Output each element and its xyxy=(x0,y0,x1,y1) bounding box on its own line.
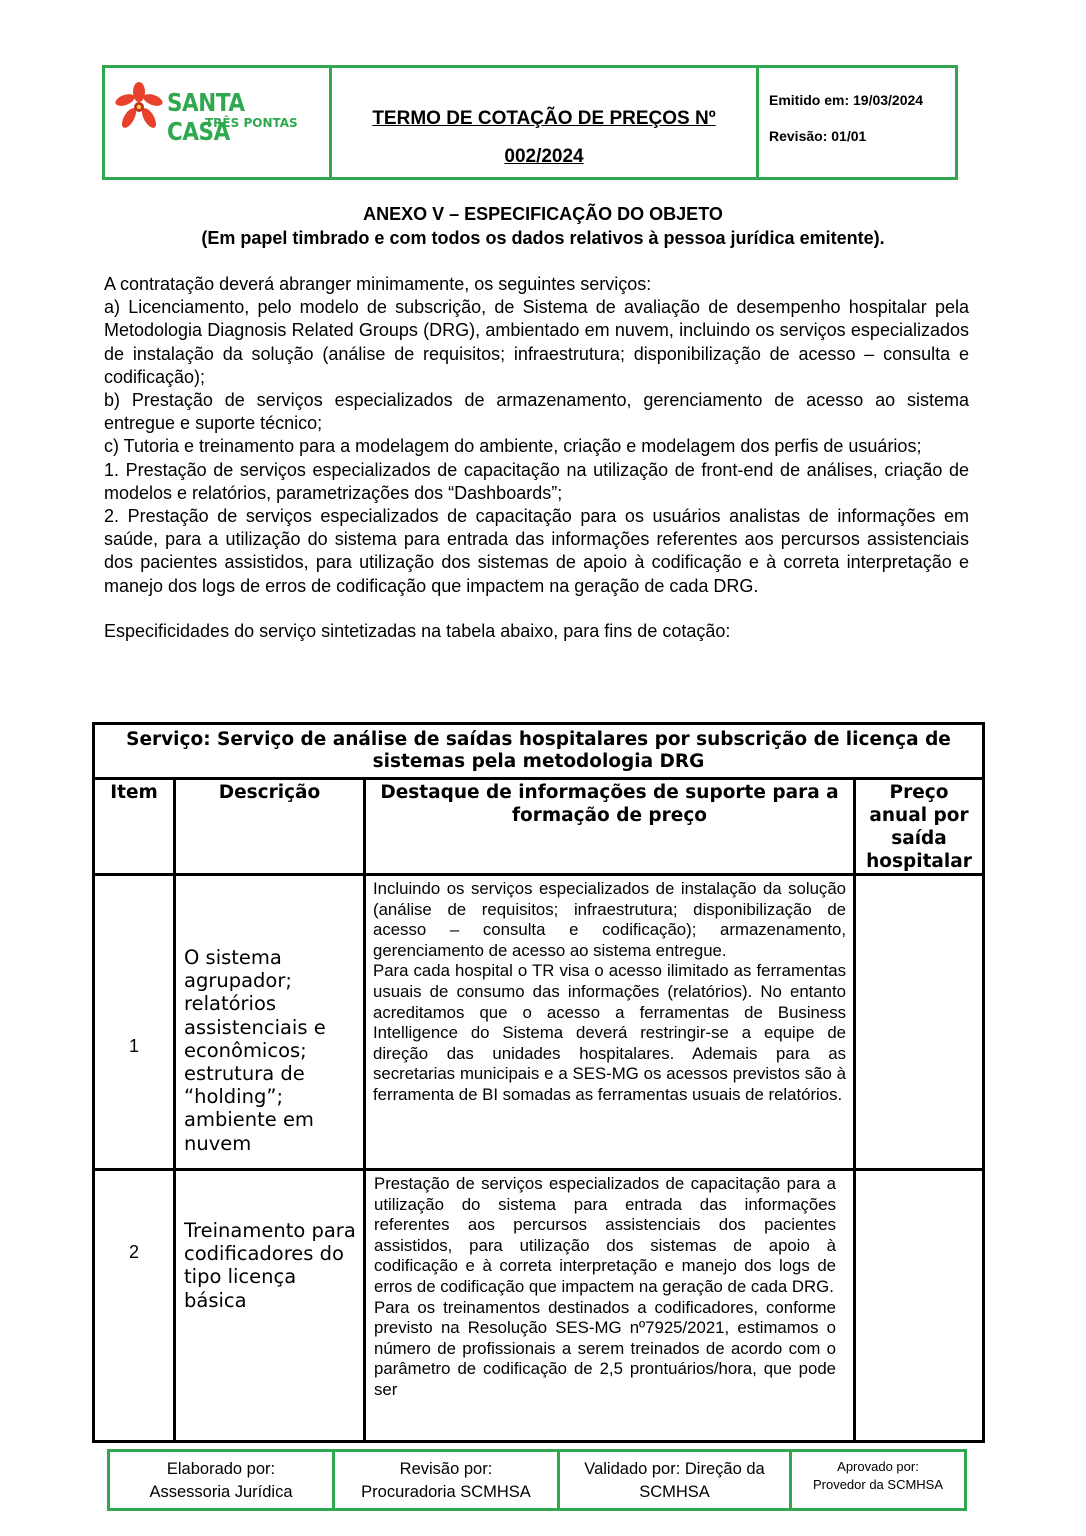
table-rule xyxy=(173,777,176,1440)
document-title xyxy=(332,68,759,177)
column-header-price: Preço anual por saída hospitalar xyxy=(866,782,972,872)
table-rule xyxy=(95,777,982,780)
row-2-description: Treinamento para codificadores do tipo licença básica xyxy=(184,1219,356,1312)
title-line-1: TERMO DE COTAÇÃO DE PREÇOS Nº xyxy=(372,108,716,129)
table-rule xyxy=(853,777,856,1440)
revision-number: Revisão: 01/01 xyxy=(769,128,867,144)
footer-prepared-value: Assessoria Jurídica xyxy=(149,1483,293,1501)
row-1-detail-part-a: Incluindo os serviços especializados de instalação da solução (análise de requisitos; infraestrutura; disponibilização de acesso – consulta e codificação); armazenamento, gerenciamento de acesso ao sistema entregue. xyxy=(373,879,846,960)
document-meta xyxy=(759,68,955,177)
column-header-detail: Destaque de informações de suporte para a formação de preço xyxy=(380,782,839,826)
document-header xyxy=(102,65,958,180)
santa-casa-flower-logo-icon xyxy=(111,82,167,132)
footer-review-by xyxy=(335,1452,560,1508)
paragraph-item-c: c) Tutoria e treinamento para a modelagem do ambiente, criação e modelagem dos perfis de usuários; xyxy=(104,436,922,457)
column-header-description: Descrição xyxy=(218,782,321,803)
footer-validated-value: SCMHSA xyxy=(639,1483,710,1501)
paragraph-intro: A contratação deverá abranger minimamente, os seguintes serviços: xyxy=(104,274,652,294)
column-header-item: Item xyxy=(110,782,158,803)
footer-validated-label: Validado por: Direção da xyxy=(584,1460,765,1478)
row-2-detail xyxy=(374,1174,836,1440)
row-2-detail-part-a: Prestação de serviços especializados de capacitação para a utilização do sistema para entrada das informações referentes aos percursos assistenciais dos pacientes assistidos, para utilização dos sistemas de apoio à codificação e à correta interpretação e manejo dos logs de erros de codificação que impactem na geração de cada DRG. xyxy=(374,1174,836,1296)
paragraph-item-2: 2. Prestação de serviços especializados de capacitação para os usuários analistas de informações em saúde, para a utilização do sistema para entrada das informações referentes aos percursos assistenciais dos pacientes assistidos, para utilização dos sistemas de apoio à codificação e à correta interpretação e manejo dos logs de erros de codificação que impactem na geração de cada DRG. xyxy=(104,506,969,596)
paragraph-table-intro: Especificidades do serviço sintetizadas na tabela abaixo, para fins de cotação: xyxy=(104,620,731,641)
row-1-detail-part-b: Para cada hospital o TR visa o acesso ilimitado as ferramentas usuais de consumo das informações (relatórios). No entanto acreditamos que o acesso a ferramentas de Business Intelligence do Sistema deverá restringir-se a equipe de direção das unidades hospitalares. Ademais para as secretarias municipais e a SES-MG os acessos previstos são à ferramenta de BI somadas as ferramentas usuais de relatórios. xyxy=(373,961,846,1104)
table-rule xyxy=(95,1168,982,1171)
row-1-description: O sistema agrupador; relatórios assistenciais e econômicos; estrutura de “holding”; ambiente em nuvem xyxy=(184,946,326,1155)
service-title: Serviço: Serviço de análise de saídas hospitalares por subscrição de licença de sistemas pela metodologia DRG xyxy=(126,729,951,772)
specification-table xyxy=(92,722,985,1443)
footer-prepared-by xyxy=(110,1452,335,1508)
paragraph-item-b: b) Prestação de serviços especializados de armazenamento, gerenciamento de acesso ao sistema entregue e suporte técnico; xyxy=(104,390,969,434)
footer-review-value: Procuradoria SCMHSA xyxy=(361,1483,531,1501)
table-rule xyxy=(363,777,366,1440)
footer-prepared-label: Elaborado por: xyxy=(166,1460,276,1478)
title-line-2: 002/2024 xyxy=(504,146,584,167)
body-text xyxy=(104,273,969,643)
logo-subtitle: TRÊS PONTAS xyxy=(205,116,298,130)
footer-approved-by xyxy=(792,1452,964,1508)
footer-approved-value: Provedor da SCMHSA xyxy=(812,1477,944,1492)
annex-subtitle: (Em papel timbrado e com todos os dados relativos à pessoa jurídica emitente). xyxy=(201,228,885,248)
logo-name: SANTA CASA xyxy=(167,88,245,146)
row-2-item: 2 xyxy=(128,1242,139,1262)
paragraph-item-a: a) Licenciamento, pelo modelo de subscrição, de Sistema de avaliação de desempenho hospitalar pela Metodologia Diagnosis Related Groups (DRG), ambientado em nuvem, incluindo os serviços especializados de instalação da solução (análise de requisitos; infraestrutura; disponibilização de acesso – consulta e codificação); xyxy=(104,297,969,387)
footer-review-label: Revisão por: xyxy=(399,1460,493,1478)
footer-approved-label: Aprovado por: xyxy=(837,1459,919,1474)
table-rule xyxy=(95,873,982,876)
annex-title: ANEXO V – ESPECIFICAÇÃO DO OBJETO xyxy=(363,204,723,224)
approval-footer xyxy=(107,1449,967,1511)
emitted-date: Emitido em: 19/03/2024 xyxy=(769,92,924,108)
footer-validated-by xyxy=(560,1452,792,1508)
paragraph-item-1: 1. Prestação de serviços especializados de capacitação na utilização de front-end de análises, criação de modelos e relatórios, parametrizações dos “Dashboards”; xyxy=(104,459,969,503)
row-1-detail xyxy=(373,879,846,1106)
row-1-item: 1 xyxy=(128,1036,139,1056)
row-2-detail-part-b: Para os treinamentos destinados a codificadores, conforme previsto na Resolução SES-MG nº7925/2021, estimamos o número de profissionais a serem treinados de acordo com o parâmetro de codificação de 2,5 prontuários/hora, que pode ser xyxy=(374,1297,836,1399)
logo-cell xyxy=(105,68,332,177)
